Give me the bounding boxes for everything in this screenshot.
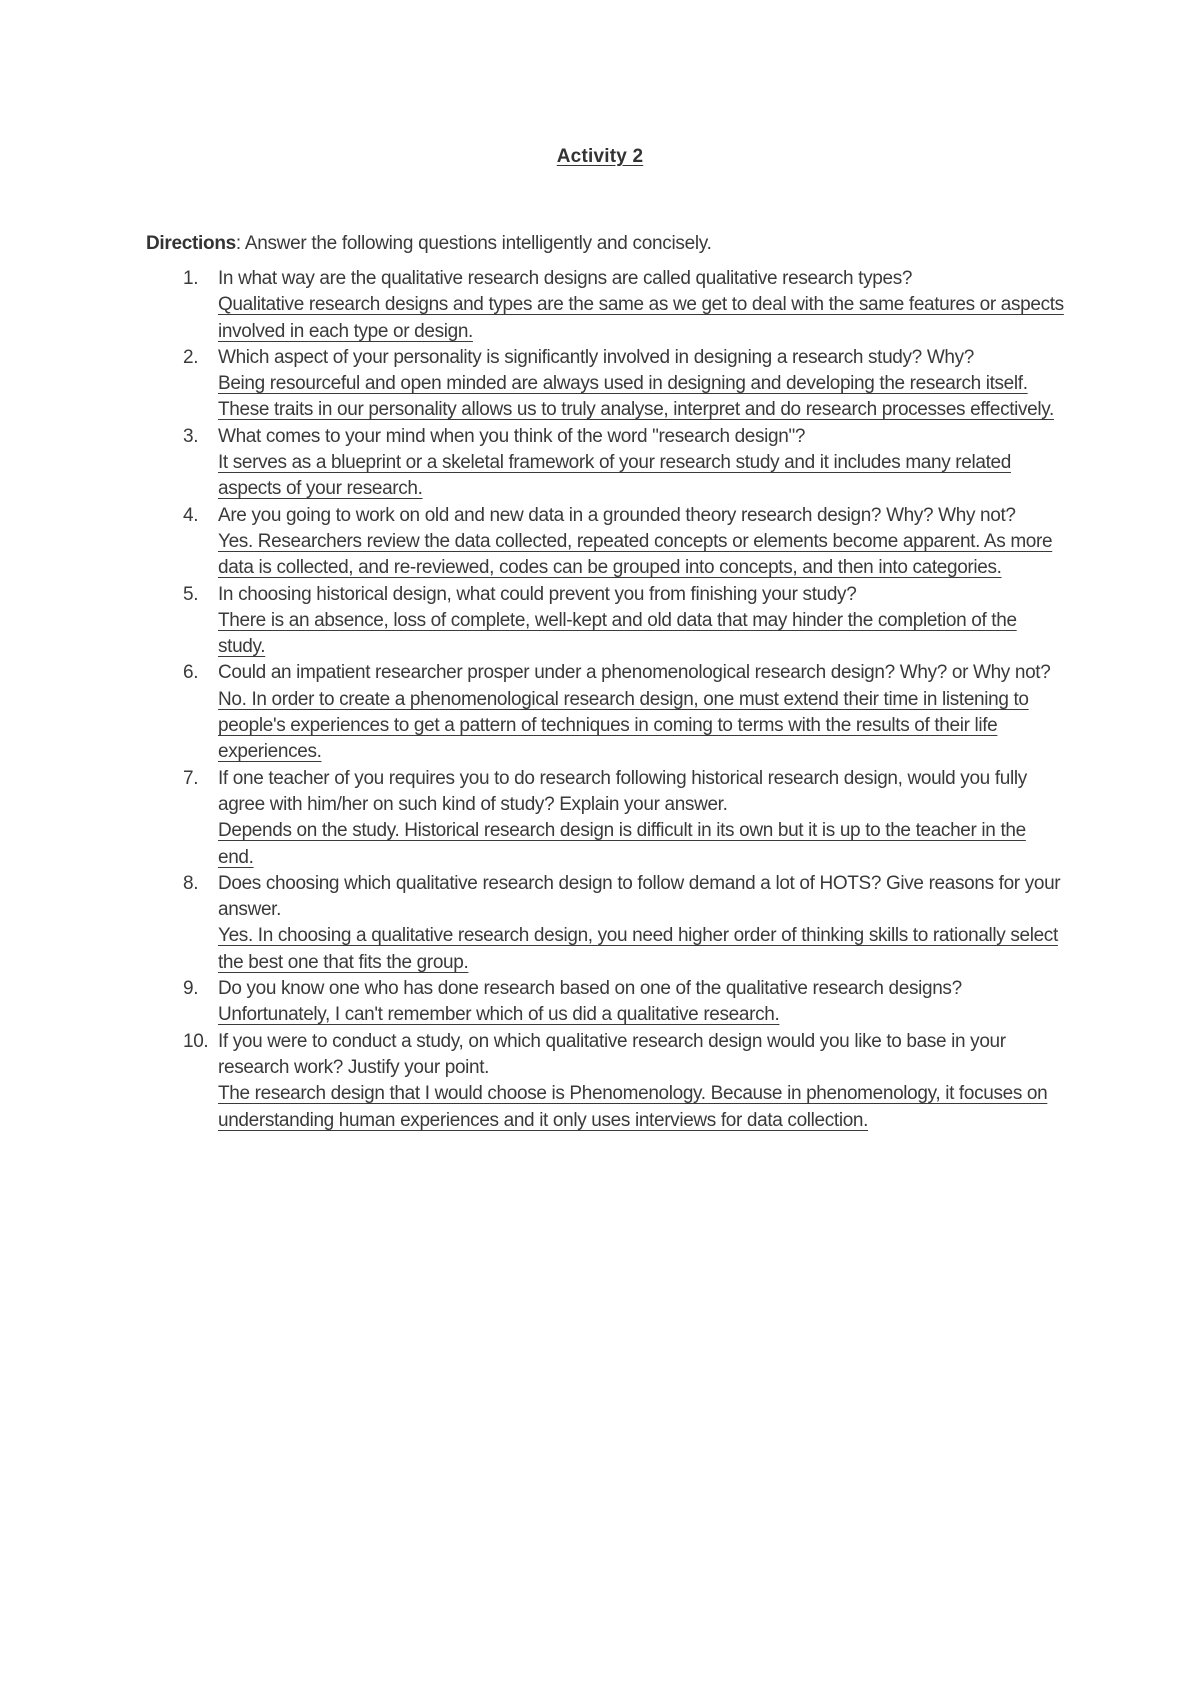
- directions-text: : Answer the following questions intelligently and concisely.: [235, 233, 712, 254]
- question-item-9: [146, 976, 1066, 1029]
- page-title-text: Activity 2: [556, 146, 644, 167]
- answer-text: Qualitative research designs and types are the same as we get to deal with the same features or aspects involved in each type or design.: [218, 294, 1064, 342]
- question-item-5: [146, 582, 1066, 661]
- answer-text: Unfortunately, I can't remember which of us did a qualitative research.: [218, 1004, 780, 1026]
- question-number: 5.: [183, 583, 199, 605]
- question-number: 9.: [183, 978, 199, 1000]
- directions-label: Directions: [146, 233, 236, 254]
- question-item-10: [146, 1029, 1066, 1134]
- question-number: 2.: [183, 346, 199, 368]
- question-number: 10.: [183, 1030, 209, 1052]
- question-text: In what way are the qualitative research designs are called qualitative research types?: [218, 268, 913, 289]
- answer-text: Depends on the study. Historical research design is difficult in its own but it is up to the teacher in the end.: [218, 820, 1026, 868]
- question-item-1: [146, 266, 1066, 345]
- question-number: 8.: [183, 872, 199, 894]
- question-text: Does choosing which qualitative research design to follow demand a lot of HOTS? Give reasons for your answer.: [218, 872, 1061, 921]
- question-text: In choosing historical design, what could prevent you from finishing your study?: [218, 583, 857, 605]
- question-item-6: [146, 660, 1066, 765]
- answer-text: Being resourceful and open minded are always used in designing and developing the research itself. These traits in our personality allows us to truly analyse, interpret and do research processes effectively.: [218, 373, 1054, 421]
- question-item-8: [146, 871, 1066, 976]
- question-text: If one teacher of you requires you to do research following historical research design, would you fully agree with him/her on such kind of study? Explain your answer.: [218, 767, 1027, 815]
- answer-text: Yes. In choosing a qualitative research design, you need higher order of thinking skills to rationally select the best one that fits the group.: [218, 925, 1058, 973]
- question-text: Do you know one who has done research based on one of the qualitative research designs?: [218, 978, 962, 1000]
- answer-text: No. In order to create a phenomenological research design, one must extend their time in listening to people's experiences to get a pattern of techniques in coming to terms with the results of their life experiences.: [218, 688, 1029, 763]
- question-number: 4.: [183, 504, 199, 526]
- question-text: If you were to conduct a study, on which qualitative research design would you like to base in your research work? Justify your point.: [218, 1030, 1006, 1078]
- question-item-2: [146, 345, 1066, 424]
- question-item-3: [146, 424, 1066, 503]
- question-text: Could an impatient researcher prosper under a phenomenological research design? Why? or Why not?: [218, 662, 1051, 684]
- answer-text: There is an absence, loss of complete, well-kept and old data that may hinder the completion of the study.: [218, 609, 1017, 658]
- answer-text: It serves as a blueprint or a skeletal framework of your research study and it includes many related aspects of your research.: [218, 452, 1011, 500]
- question-text: What comes to your mind when you think of the word "research design"?: [218, 425, 806, 447]
- question-text: Which aspect of your personality is significantly involved in designing a research study? Why?: [218, 346, 974, 368]
- page-title: [0, 145, 1200, 169]
- question-number: 7.: [183, 767, 199, 789]
- directions: [146, 232, 712, 256]
- question-number: 6.: [183, 662, 199, 684]
- question-text: Are you going to work on old and new data in a grounded theory research design? Why? Why not?: [218, 504, 1016, 526]
- answer-text: The research design that I would choose is Phenomenology. Because in phenomenology, it focuses on understanding human experiences and it only uses interviews for data collection.: [218, 1083, 1048, 1131]
- question-number: 3.: [183, 425, 199, 447]
- question-item-7: [146, 766, 1066, 871]
- question-number: 1.: [183, 268, 199, 289]
- answer-text: Yes. Researchers review the data collected, repeated concepts or elements become apparent. As more data is collected, and re-reviewed, codes can be grouped into concepts, and then into categories.: [218, 530, 1053, 579]
- question-item-4: [146, 503, 1066, 582]
- question-list: [146, 266, 1066, 1134]
